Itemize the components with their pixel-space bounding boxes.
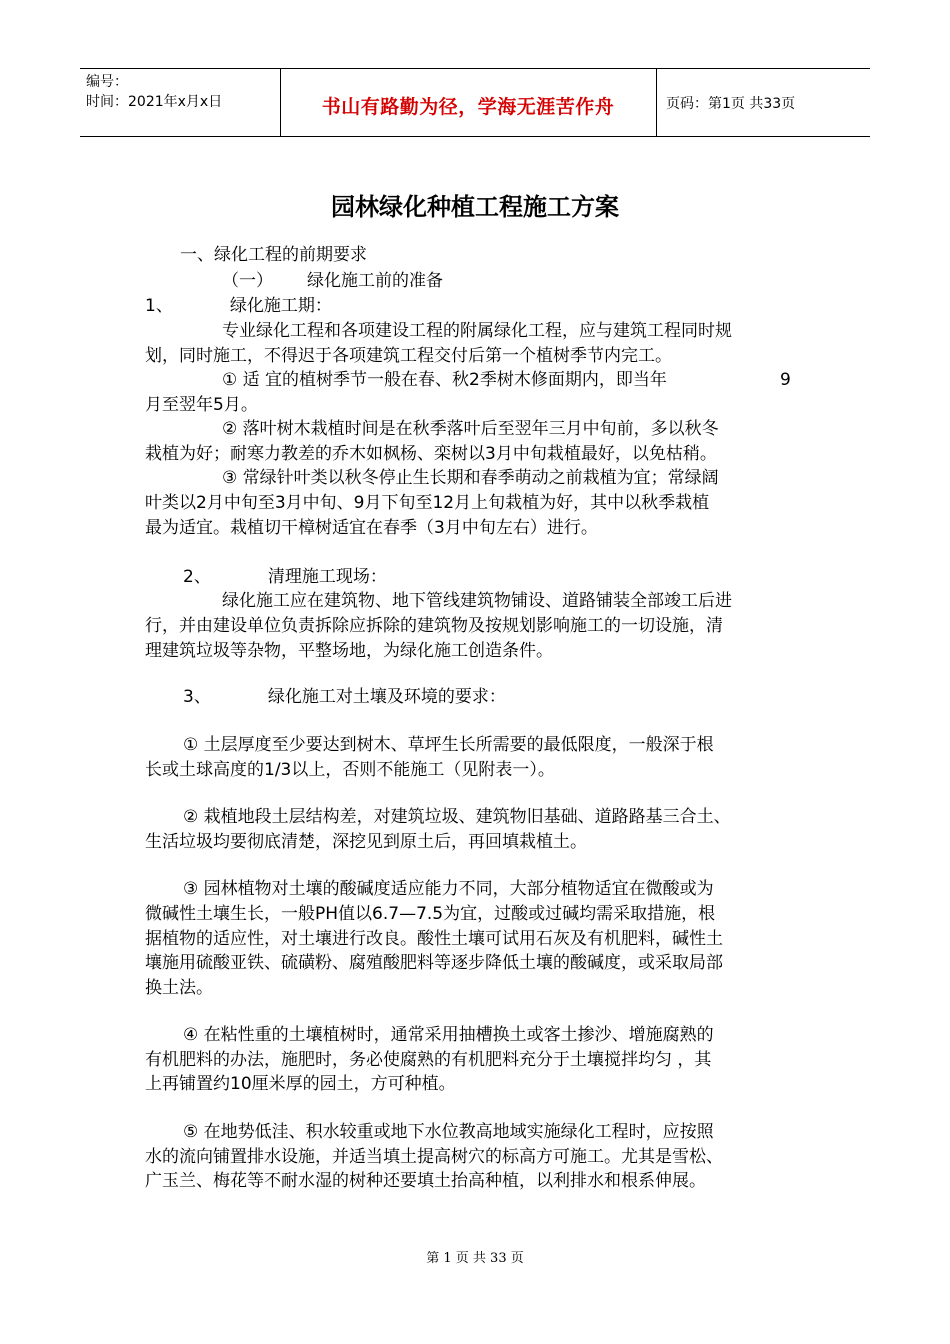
subsection-title: 绿化施工前的准备 <box>307 271 443 291</box>
paragraph-line: 绿化施工应在建筑物、地下管线建筑物铺设、道路铺装全部竣工后进 <box>222 591 732 611</box>
item-heading-1: 1、 绿化施工期： <box>145 296 332 316</box>
paragraph-line: 理建筑垃圾等杂物，平整场地，为绿化施工创造条件。 <box>145 641 553 661</box>
paragraph-line: 最为适宜。栽植切干樟树适宜在春季（3月中旬左右）进行。 <box>145 518 598 538</box>
paragraph-line: 专业绿化工程和各项建设工程的附属绿化工程，应与建筑工程同时规 <box>222 321 732 341</box>
subsection-number: （一） <box>222 271 273 291</box>
item-heading-2: 2、 清理施工现场： <box>183 567 387 587</box>
paragraph-line: ② 落叶树木栽植时间是在秋季落叶后至翌年三月中旬前，多以秋冬 <box>222 419 719 439</box>
paragraph-line: 换土法。 <box>145 978 213 998</box>
header-page-number: 页码：第1页 共33页 <box>666 96 796 112</box>
paragraph-line: ③ 常绿针叶类以秋冬停止生长期和春季萌动之前栽植为宜；常绿阔 <box>222 468 719 488</box>
paragraph-line: 水的流向铺置排水设施，并适当填土提高树穴的标高方可施工。尤其是雪松、 <box>145 1147 723 1167</box>
header-top-rule <box>80 68 870 69</box>
paragraph-line: ③ 园林植物对土壤的酸碱度适应能力不同，大部分植物适宜在微酸或为 <box>183 879 714 899</box>
paragraph-line: ⑤ 在地势低洼、积水较重或地下水位教高地域实施绿化工程时，应按照 <box>183 1122 714 1142</box>
paragraph-line: 9 <box>780 370 791 390</box>
paragraph-line: 广玉兰、梅花等不耐水湿的树种还要填土抬高种植，以利排水和根系伸展。 <box>145 1171 706 1191</box>
item-heading-3: 3、 绿化施工对土壤及环境的要求： <box>183 687 506 707</box>
paragraph-line: 有机肥料的办法，施肥时，务必使腐熟的有机肥料充分于土壤搅拌均匀 ，其 <box>145 1050 712 1070</box>
paragraph-line: ① 适 宜的植树季节一般在春、秋2季树木修面期内，即当年 <box>222 370 667 390</box>
paragraph-line: ② 栽植地段土层结构差，对建筑垃圾、建筑物旧基础、道路路基三合土、 <box>183 807 731 827</box>
paragraph-line: 生活垃圾均要彻底清楚，深挖见到原土后，再回填栽植土。 <box>145 832 587 852</box>
paragraph-line: ① 土层厚度至少要达到树木、草坪生长所需要的最低限度，一般深于根 <box>183 735 714 755</box>
paragraph-line: 划，同时施工，不得迟于各项建筑工程交付后第一个植树季节内完工。 <box>145 346 672 366</box>
header-meta <box>86 72 222 112</box>
header-motto: 书山有路勤为径，学海无涯苦作舟 <box>321 96 615 118</box>
paragraph-line: 壤施用硫酸亚铁、硫磺粉、腐殖酸肥料等逐步降低土壤的酸碱度，或采取局部 <box>145 953 723 973</box>
subsection-heading <box>222 270 443 292</box>
paragraph-line: 微碱性土壤生长，一般PH值以6.7—7.5为宜，过酸或过碱均需采取措施，根 <box>145 904 716 924</box>
paragraph-line: 行，并由建设单位负责拆除应拆除的建筑物及按规划影响施工的一切设施，清 <box>145 616 723 636</box>
section-heading: 一、绿化工程的前期要求 <box>180 245 367 265</box>
page-footer: 第 1 页 共 33 页 <box>426 1251 524 1266</box>
paragraph-line: 月至翌年5月。 <box>145 395 258 415</box>
paragraph-line: 栽植为好；耐寒力教差的乔木如枫杨、栾树以3月中旬栽植最好，以免枯稍。 <box>145 444 717 464</box>
paragraph-line: 据植物的适应性，对土壤进行改良。酸性土壤可试用石灰及有机肥料，碱性土 <box>145 929 723 949</box>
paragraph-line: 长或土球高度的1/3以上，否则不能施工（见附表一）。 <box>145 760 555 780</box>
paragraph-line: 叶类以2月中旬至3月中旬、9月下旬至12月上旬栽植为好，其中以秋季栽植 <box>145 493 710 513</box>
header-divider-2 <box>656 68 657 136</box>
header-number: 编号： <box>86 74 128 90</box>
document-title: 园林绿化种植工程施工方案 <box>331 193 619 221</box>
paragraph-line: ④ 在粘性重的土壤植树时，通常采用抽槽换土或客土掺沙、增施腐熟的 <box>183 1025 714 1045</box>
header-divider-1 <box>280 68 281 136</box>
paragraph-line: 上再铺置约10厘米厚的园土，方可种植。 <box>145 1074 456 1094</box>
header-time: 时间：2021年x月x日 <box>86 94 223 110</box>
header-bottom-rule <box>80 136 870 137</box>
